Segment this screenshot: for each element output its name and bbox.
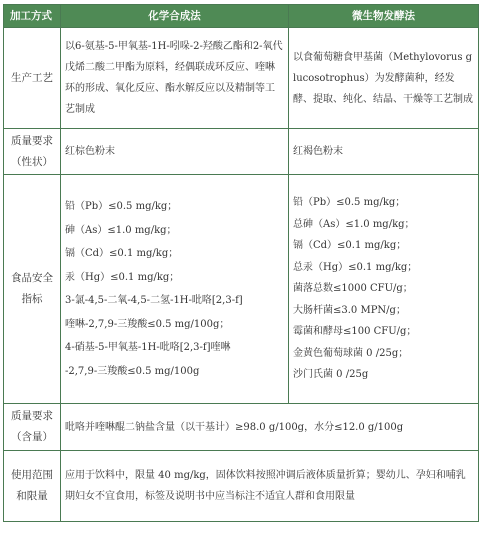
- cell-chemical-safety: [61, 175, 289, 404]
- row-quality-content: [4, 404, 479, 451]
- header-row: [4, 5, 479, 28]
- row-production-process: [4, 28, 479, 129]
- label-usage-limit: [4, 451, 61, 522]
- safety-line: -2,7,9-三羧酸≤0.5 mg/100g: [65, 365, 200, 377]
- safety-line: 4-硝基-5-甲氧基-1H-吡咯[2,3-f]喹啉: [65, 342, 231, 353]
- safety-line: 喹啉-2,7,9-三羧酸≤0.5 mg/100g；: [65, 318, 230, 330]
- label-line: （性状）: [11, 155, 53, 168]
- cell-usage-limit: 应用于饮料中，限量 40 mg/kg，固体饮料按照冲调后液体质量折算；婴幼儿、孕妇和哺乳期妇女不宜食用，标签及说明书中应当标注不适宜人群和食用限量: [61, 451, 479, 522]
- cell-chemical-appearance: 红棕色粉末: [61, 129, 289, 175]
- label-line: 使用范围: [11, 469, 53, 481]
- safety-line: 菌落总数≤1000 CFU/g；: [293, 283, 413, 295]
- safety-line: 大肠杆菌≤3.0 MPN/g；: [293, 304, 406, 316]
- label-line: 食品安全: [11, 272, 53, 284]
- safety-line: 总汞（Hg）≤0.1 mg/kg；: [293, 261, 418, 273]
- cell-chemical-process: 以6-氨基-5-甲氧基-1H-吲哚-2-羟酸乙酯和2-氧代戊烯二酸二甲酯为原料，经偶联成环反应、喹啉环的形成、氧化反应、酯水解反应以及精制等工艺制成: [61, 28, 289, 129]
- safety-line: 砷（As）≤1.0 mg/kg；: [65, 224, 177, 236]
- label-quality-content: [4, 404, 61, 451]
- cell-microbial-safety: [289, 175, 479, 404]
- safety-line: 霉菌和酵母≤100 CFU/g；: [293, 326, 417, 338]
- label-line: 指标: [21, 293, 43, 305]
- cell-microbial-process: 以食葡萄糖食甲基菌（Methylovorus glucosotrophus）为发酵菌种，经发酵、提取、纯化、结晶、干燥等工艺制成: [289, 28, 479, 129]
- comparison-table: [3, 4, 479, 522]
- safety-line: 3-氯-4,5-二氧-4,5-二氢-1H-吡咯[2,3-f]: [65, 295, 243, 306]
- safety-line: 沙门氏菌 0 /25g: [293, 369, 369, 381]
- safety-line: 总砷（As）≤1.0 mg/kg；: [293, 218, 415, 230]
- label-food-safety: [4, 175, 61, 404]
- label-line: （含量）: [11, 431, 53, 443]
- label-quality-appearance: [4, 129, 61, 175]
- label-line: 质量要求: [11, 410, 53, 422]
- header-chemical-synthesis: 化学合成法: [61, 5, 289, 28]
- row-food-safety: [4, 175, 479, 404]
- label-line: 和限量: [16, 490, 48, 502]
- safety-line: 汞（Hg）≤0.1 mg/kg；: [65, 271, 180, 283]
- row-usage-limit: [4, 451, 479, 522]
- label-production-process: 生产工艺: [4, 28, 61, 129]
- label-line: 质量要求: [11, 134, 53, 147]
- safety-line: 镉（Cd）≤0.1 mg/kg；: [65, 248, 179, 259]
- header-processing-method: 加工方式: [4, 5, 61, 28]
- safety-line: 铅（Pb）≤0.5 mg/kg；: [65, 201, 178, 212]
- header-microbial-fermentation: 微生物发酵法: [289, 5, 479, 28]
- safety-line: 金黄色葡萄球菌 0 /25g；: [293, 347, 409, 359]
- cell-content-requirement: 吡咯并喹啉醌二钠盐含量（以干基计）≥98.0 g/100g，水分≤12.0 g/100g: [61, 404, 479, 451]
- safety-line: 镉（Cd）≤0.1 mg/kg；: [293, 240, 407, 252]
- safety-line: 铅（Pb）≤0.5 mg/kg；: [293, 197, 406, 209]
- cell-microbial-appearance: 红褐色粉末: [289, 129, 479, 175]
- row-quality-appearance: [4, 129, 479, 175]
